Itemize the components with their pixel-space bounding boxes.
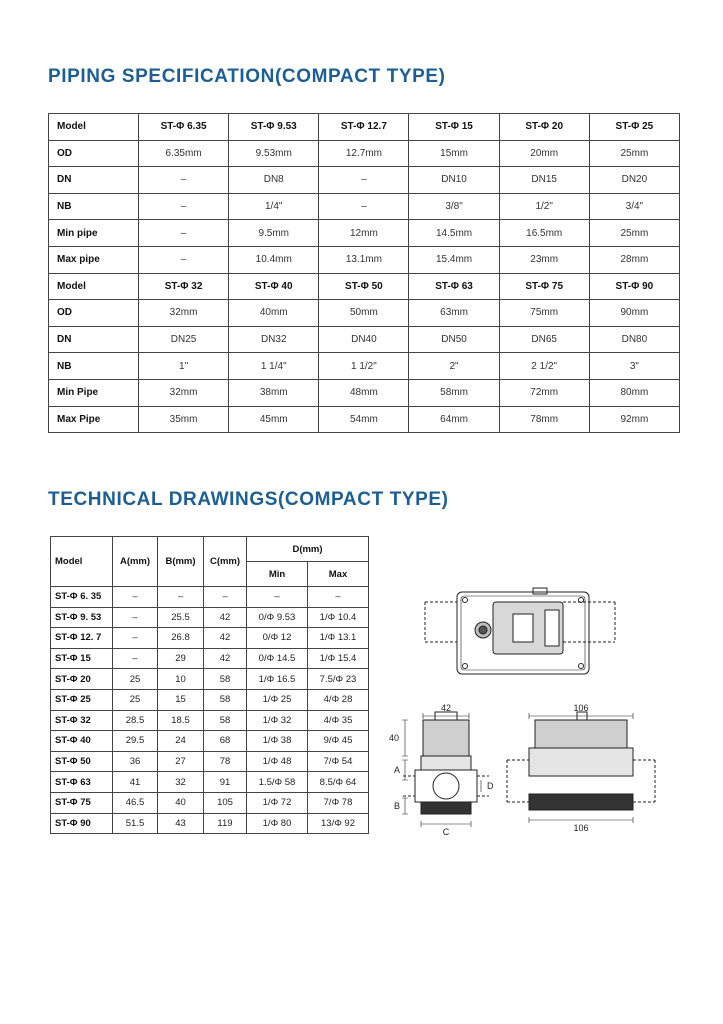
dims-cell-a: 29.5: [113, 731, 158, 752]
dims-model-cell: ST-Φ 75: [51, 792, 113, 813]
dims-cell-b: 18.5: [158, 710, 204, 731]
spec-row-label: Model: [49, 273, 139, 300]
dims-model-cell: ST-Φ 9. 53: [51, 607, 113, 628]
dims-cell-min: 1/Φ 25: [247, 689, 308, 710]
spec-cell: –: [139, 167, 229, 194]
spec-cell: 63mm: [409, 300, 499, 327]
spec-cell: –: [319, 193, 409, 220]
dims-cell-c: 68: [204, 731, 247, 752]
dims-cell-c: 58: [204, 669, 247, 690]
spec-cell: 1": [139, 353, 229, 380]
dims-row: [51, 731, 369, 752]
dims-cell-min: 1/Φ 32: [247, 710, 308, 731]
dims-row: [51, 751, 369, 772]
spec-cell: 38mm: [229, 379, 319, 406]
dims-cell-a: 41: [113, 772, 158, 793]
dims-cell-a: 46.5: [113, 792, 158, 813]
dim-label-106-bottom: 106: [573, 823, 589, 833]
spec-cell: 32mm: [139, 379, 229, 406]
dims-cell-max: 7.5/Φ 23: [308, 669, 369, 690]
spec-cell: DN25: [139, 326, 229, 353]
spec-cell: –: [139, 220, 229, 247]
spec-cell: 72mm: [499, 379, 589, 406]
spec-cell: 9.5mm: [229, 220, 319, 247]
spec-row: [49, 140, 680, 167]
spec-cell: 28mm: [589, 246, 679, 273]
header-model: Model: [51, 537, 113, 587]
spec-cell: DN40: [319, 326, 409, 353]
spec-cell: 12.7mm: [319, 140, 409, 167]
spec-cell: 1/2": [499, 193, 589, 220]
spec-cell: 2": [409, 353, 499, 380]
dims-cell-min: 1/Φ 38: [247, 731, 308, 752]
dims-cell-max: 7/Φ 78: [308, 792, 369, 813]
dim-label-a: A: [394, 765, 401, 775]
dims-cell-a: 28.5: [113, 710, 158, 731]
header-d-max: Max: [308, 562, 369, 587]
dims-model-cell: ST-Φ 20: [51, 669, 113, 690]
spec-row: [49, 326, 680, 353]
spec-row: [49, 273, 680, 300]
dims-cell-c: 42: [204, 628, 247, 649]
spec-cell: 9.53mm: [229, 140, 319, 167]
spec-cell: DN80: [589, 326, 679, 353]
spec-row: [49, 193, 680, 220]
spec-cell: DN65: [499, 326, 589, 353]
spec-cell: ST-Φ 20: [499, 114, 589, 141]
dims-cell-min: 0/Φ 14.5: [247, 648, 308, 669]
spec-row: [49, 300, 680, 327]
dims-cell-a: 25: [113, 689, 158, 710]
spec-cell: –: [319, 167, 409, 194]
spec-cell: 25mm: [589, 140, 679, 167]
spec-row-label: DN: [49, 167, 139, 194]
dim-label-c: C: [442, 827, 450, 837]
dims-cell-c: 78: [204, 751, 247, 772]
dimensions-table: [50, 536, 369, 834]
spec-cell: 32mm: [139, 300, 229, 327]
dims-cell-b: 26.8: [158, 628, 204, 649]
spec-cell: 2 1/2": [499, 353, 589, 380]
dims-cell-b: 29: [158, 648, 204, 669]
dims-cell-a: –: [113, 587, 158, 608]
dims-model-cell: ST-Φ 32: [51, 710, 113, 731]
spec-row-label: Model: [49, 114, 139, 141]
dims-cell-a: 25: [113, 669, 158, 690]
dims-cell-c: 42: [204, 607, 247, 628]
spec-row: [49, 379, 680, 406]
dims-cell-max: 1/Φ 10.4: [308, 607, 369, 628]
header-d: D(mm): [247, 537, 369, 562]
spec-row-label: Max Pipe: [49, 406, 139, 433]
spec-cell: 3/4": [589, 193, 679, 220]
spec-cell: 13.1mm: [319, 246, 409, 273]
dims-cell-b: 10: [158, 669, 204, 690]
spec-row-label: Max pipe: [49, 246, 139, 273]
piping-spec-title: PIPING SPECIFICATION(COMPACT TYPE): [48, 66, 446, 87]
dims-row: [51, 648, 369, 669]
spec-cell: ST-Φ 75: [499, 273, 589, 300]
spec-cell: 25mm: [589, 220, 679, 247]
dims-cell-max: 1/Φ 13.1: [308, 628, 369, 649]
dims-model-cell: ST-Φ 12. 7: [51, 628, 113, 649]
dims-row: [51, 669, 369, 690]
spec-cell: 90mm: [589, 300, 679, 327]
dims-row: [51, 689, 369, 710]
dim-label-106-top: 106: [573, 703, 589, 713]
dims-cell-min: 1.5/Φ 58: [247, 772, 308, 793]
dims-model-cell: ST-Φ 15: [51, 648, 113, 669]
top-view-drawing: [425, 588, 615, 674]
dims-cell-max: –: [308, 587, 369, 608]
spec-cell: 80mm: [589, 379, 679, 406]
dims-model-cell: ST-Φ 90: [51, 813, 113, 834]
dims-cell-b: 40: [158, 792, 204, 813]
spec-cell: 1/4": [229, 193, 319, 220]
dims-cell-max: 4/Φ 35: [308, 710, 369, 731]
dims-cell-c: 91: [204, 772, 247, 793]
dims-cell-min: 0/Φ 12: [247, 628, 308, 649]
spec-row: [49, 353, 680, 380]
dims-cell-max: 7/Φ 54: [308, 751, 369, 772]
spec-row-label: Min Pipe: [49, 379, 139, 406]
spec-cell: ST-Φ 63: [409, 273, 499, 300]
spec-cell: DN32: [229, 326, 319, 353]
dims-cell-max: 1/Φ 15.4: [308, 648, 369, 669]
dim-label-d: D: [487, 781, 494, 791]
dims-cell-c: 58: [204, 689, 247, 710]
dims-cell-max: 13/Φ 92: [308, 813, 369, 834]
spec-cell: ST-Φ 32: [139, 273, 229, 300]
spec-row-label: OD: [49, 300, 139, 327]
spec-cell: DN10: [409, 167, 499, 194]
spec-cell: DN15: [499, 167, 589, 194]
dim-label-40: 40: [389, 733, 400, 743]
spec-cell: 15.4mm: [409, 246, 499, 273]
dims-model-cell: ST-Φ 50: [51, 751, 113, 772]
side-view-drawing: [403, 712, 489, 814]
spec-cell: ST-Φ 90: [589, 273, 679, 300]
dims-cell-a: 51.5: [113, 813, 158, 834]
spec-cell: 23mm: [499, 246, 589, 273]
spec-cell: ST-Φ 50: [319, 273, 409, 300]
piping-spec-table: [48, 113, 680, 433]
spec-cell: 75mm: [499, 300, 589, 327]
dims-row: [51, 813, 369, 834]
dims-cell-max: 8.5/Φ 64: [308, 772, 369, 793]
dims-row: [51, 607, 369, 628]
dims-cell-b: –: [158, 587, 204, 608]
spec-cell: ST-Φ 6.35: [139, 114, 229, 141]
spec-cell: 1 1/2": [319, 353, 409, 380]
spec-cell: 16.5mm: [499, 220, 589, 247]
spec-cell: 40mm: [229, 300, 319, 327]
spec-cell: 54mm: [319, 406, 409, 433]
spec-row-label: Min pipe: [49, 220, 139, 247]
dims-row: [51, 772, 369, 793]
spec-cell: 50mm: [319, 300, 409, 327]
spec-cell: ST-Φ 40: [229, 273, 319, 300]
technical-drawings-title: TECHNICAL DRAWINGS(COMPACT TYPE): [48, 489, 449, 510]
spec-cell: 64mm: [409, 406, 499, 433]
header-c: C(mm): [204, 537, 247, 587]
dims-cell-b: 15: [158, 689, 204, 710]
dims-model-cell: ST-Φ 6. 35: [51, 587, 113, 608]
spec-row-label: OD: [49, 140, 139, 167]
spec-cell: ST-Φ 9.53: [229, 114, 319, 141]
spec-cell: 15mm: [409, 140, 499, 167]
spec-cell: 45mm: [229, 406, 319, 433]
spec-row: [49, 114, 680, 141]
spec-cell: ST-Φ 15: [409, 114, 499, 141]
dims-model-cell: ST-Φ 40: [51, 731, 113, 752]
spec-cell: 10.4mm: [229, 246, 319, 273]
dims-cell-c: 58: [204, 710, 247, 731]
spec-cell: 20mm: [499, 140, 589, 167]
spec-cell: 12mm: [319, 220, 409, 247]
dims-cell-min: 0/Φ 9.53: [247, 607, 308, 628]
spec-cell: 58mm: [409, 379, 499, 406]
spec-cell: 3/8": [409, 193, 499, 220]
dims-row: [51, 710, 369, 731]
spec-row-label: NB: [49, 193, 139, 220]
spec-row: [49, 246, 680, 273]
dims-cell-c: –: [204, 587, 247, 608]
dims-row: [51, 587, 369, 608]
spec-cell: 92mm: [589, 406, 679, 433]
dims-cell-b: 27: [158, 751, 204, 772]
spec-cell: 3": [589, 353, 679, 380]
spec-cell: DN20: [589, 167, 679, 194]
spec-cell: 14.5mm: [409, 220, 499, 247]
spec-cell: 6.35mm: [139, 140, 229, 167]
spec-cell: DN8: [229, 167, 319, 194]
dims-cell-b: 32: [158, 772, 204, 793]
dims-model-cell: ST-Φ 63: [51, 772, 113, 793]
dims-cell-min: 1/Φ 48: [247, 751, 308, 772]
spec-row-label: NB: [49, 353, 139, 380]
spec-cell: 48mm: [319, 379, 409, 406]
dims-cell-min: 1/Φ 72: [247, 792, 308, 813]
dims-cell-min: 1/Φ 16.5: [247, 669, 308, 690]
header-a: A(mm): [113, 537, 158, 587]
dim-label-b: B: [394, 801, 401, 811]
dims-cell-a: –: [113, 648, 158, 669]
spec-cell: DN50: [409, 326, 499, 353]
header-d-min: Min: [247, 562, 308, 587]
dims-model-cell: ST-Φ 25: [51, 689, 113, 710]
spec-cell: 78mm: [499, 406, 589, 433]
dims-cell-min: –: [247, 587, 308, 608]
spec-cell: ST-Φ 25: [589, 114, 679, 141]
spec-cell: –: [139, 193, 229, 220]
dims-cell-c: 119: [204, 813, 247, 834]
spec-cell: ST-Φ 12.7: [319, 114, 409, 141]
spec-row: [49, 406, 680, 433]
dims-cell-b: 25.5: [158, 607, 204, 628]
front-view-drawing: [507, 712, 655, 810]
dims-cell-a: 36: [113, 751, 158, 772]
dims-cell-b: 24: [158, 731, 204, 752]
dims-cell-a: –: [113, 628, 158, 649]
spec-cell: –: [139, 246, 229, 273]
spec-cell: 1 1/4": [229, 353, 319, 380]
dims-cell-b: 43: [158, 813, 204, 834]
header-b: B(mm): [158, 537, 204, 587]
dims-row: [51, 792, 369, 813]
dims-cell-min: 1/Φ 80: [247, 813, 308, 834]
spec-row-label: DN: [49, 326, 139, 353]
spec-row: [49, 167, 680, 194]
dims-cell-c: 42: [204, 648, 247, 669]
spec-row: [49, 220, 680, 247]
dims-cell-c: 105: [204, 792, 247, 813]
technical-drawings: [385, 580, 685, 840]
dims-row: [51, 628, 369, 649]
dim-label-42: 42: [440, 703, 452, 713]
dims-cell-a: –: [113, 607, 158, 628]
spec-cell: 35mm: [139, 406, 229, 433]
dims-cell-max: 9/Φ 45: [308, 731, 369, 752]
dims-cell-max: 4/Φ 28: [308, 689, 369, 710]
